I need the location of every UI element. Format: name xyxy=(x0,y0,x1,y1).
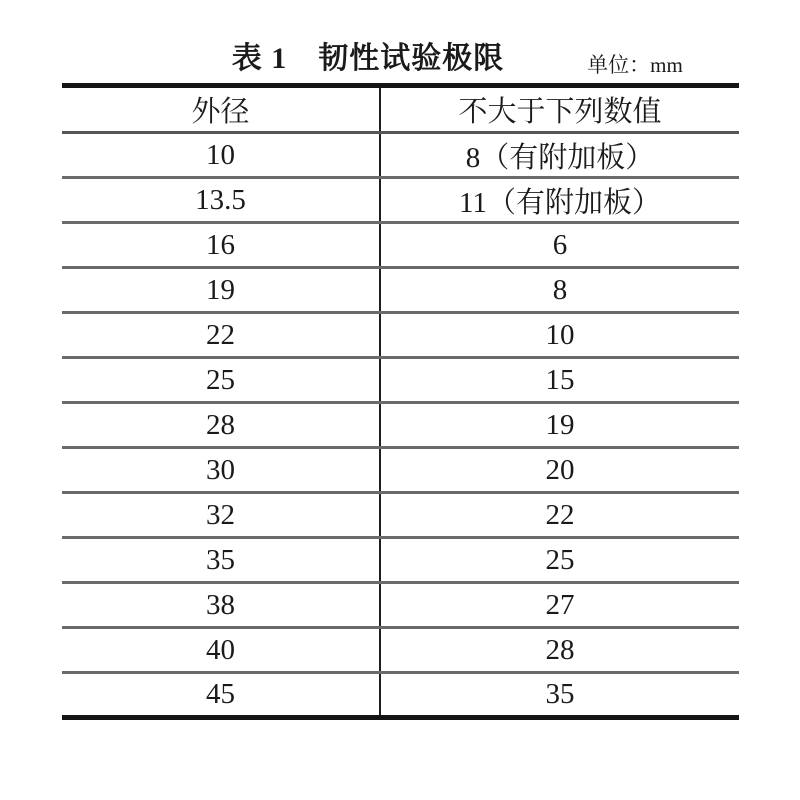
limit-value-cell: 25 xyxy=(380,538,739,583)
table-body xyxy=(62,133,739,718)
unit-label: 单位：mm xyxy=(587,53,683,77)
table-row xyxy=(62,223,739,268)
table-row xyxy=(62,358,739,403)
table-row xyxy=(62,493,739,538)
limit-value-cell: 35 xyxy=(545,678,575,710)
outer-diameter-cell: 22 xyxy=(62,313,380,358)
limit-value-cell: 19 xyxy=(380,403,739,448)
table-row xyxy=(62,178,739,223)
spec-table xyxy=(62,83,739,720)
limit-value-cell: 20 xyxy=(380,448,739,493)
table-row xyxy=(62,673,739,718)
outer-diameter-cell: 32 xyxy=(62,493,380,538)
outer-diameter-cell: 38 xyxy=(62,583,380,628)
table-row xyxy=(62,628,739,673)
outer-diameter-cell: 10 xyxy=(62,133,380,178)
header-limit-values: 不大于下列数值 xyxy=(380,86,739,133)
spec-table-container xyxy=(62,83,739,720)
limit-value-cell: 8 xyxy=(380,268,739,313)
outer-diameter-cell: 25 xyxy=(62,358,380,403)
outer-diameter-cell: 40 xyxy=(62,628,380,673)
outer-diameter-cell: 28 xyxy=(62,403,380,448)
header-outer-diameter: 外径 xyxy=(62,86,380,133)
table-row xyxy=(62,448,739,493)
table-row xyxy=(62,313,739,358)
table-title: 表 1 韧性试验极限 xyxy=(231,42,505,75)
outer-diameter-cell: 16 xyxy=(62,223,380,268)
limit-value-cell: 22 xyxy=(380,493,739,538)
outer-diameter-cell: 30 xyxy=(62,448,380,493)
limit-value-cell: 27 xyxy=(380,583,739,628)
limit-value-cell: 15 xyxy=(380,358,739,403)
outer-diameter-cell: 19 xyxy=(62,268,380,313)
table-row xyxy=(62,133,739,178)
limit-value-cell: 8（有附加板） xyxy=(380,133,739,178)
table-row xyxy=(62,538,739,583)
outer-diameter-cell: 45 xyxy=(62,673,380,718)
outer-diameter-cell: 35 xyxy=(62,538,380,583)
limit-value-cell: 11（有附加板） xyxy=(380,178,739,223)
table-row xyxy=(62,268,739,313)
limit-value-cell: 28 xyxy=(380,628,739,673)
limit-value-cell: 10 xyxy=(380,313,739,358)
table-header-row xyxy=(62,86,739,133)
table-row xyxy=(62,403,739,448)
limit-value-cell: 6 xyxy=(380,223,739,268)
table-row xyxy=(62,583,739,628)
outer-diameter-cell: 13.5 xyxy=(62,178,380,223)
